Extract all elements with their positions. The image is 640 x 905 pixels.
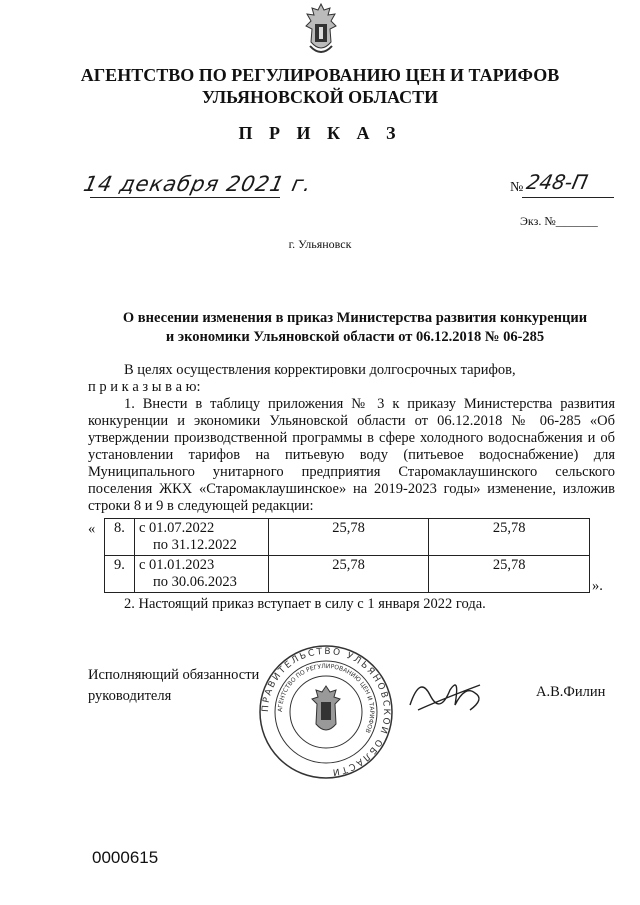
period-to: по 30.06.2023 (152, 574, 237, 590)
subject-line2: и экономики Ульяновской области от 06.12.2018 № 06-285 (165, 329, 545, 345)
position-line1: Исполняющий обязанности (88, 667, 260, 683)
paragraph-preamble: В целях осуществления корректировки долгосрочных тарифов, (124, 362, 516, 378)
signatory-name: А.В.Филин (536, 684, 606, 700)
number-underline (522, 197, 614, 198)
period-to: по 31.12.2022 (152, 537, 237, 553)
agency-name-line2: УЛЬЯНОВСКОЙ ОБЛАСТИ (201, 87, 439, 107)
handwritten-signature (400, 665, 490, 725)
svg-text:ПРАВИТЕЛЬСТВО УЛЬЯНОВСКОЙ ОБЛА: ПРАВИТЕЛЬСТВО УЛЬЯНОВСКОЙ ОБЛАСТИ (260, 646, 392, 777)
period-from: с 01.07.2022 (138, 520, 215, 536)
paragraph-clause-1: 1. Внести в таблицу приложения № 3 к приказу Министерства развития конкуренции и экономики Ульяновской области от 06.12.2018 № 06-285 «Об утверждении производственной программы в сфере холодного водоснабжения и об установлении тарифов на питьевую воду (питьевое водоснабжение) для Муниципального унитарного предприятия Старомаклаушинского сельского поселения ЖКХ «Старомаклаушинское» на 2019-2023 годы» изменение, изложив строки 8 и 9 в следующей редакции: (88, 396, 615, 514)
tariff-table (104, 518, 590, 593)
period-cell (134, 519, 268, 556)
paragraph-order-word: п р и к а з ы в а ю: (88, 379, 201, 395)
tariff-value-vat: 25,78 (429, 556, 590, 593)
signatory-position (88, 665, 259, 707)
date-underline (90, 197, 280, 198)
quote-close: ». (592, 578, 603, 594)
agency-name (0, 64, 640, 108)
table-row (105, 519, 590, 556)
period-cell (134, 556, 268, 593)
order-body-clause-2 (88, 596, 615, 613)
official-stamp-seal (256, 642, 396, 782)
order-subject (100, 309, 610, 347)
quote-open: « (88, 521, 96, 537)
position-line2: руководителя (88, 688, 172, 704)
svg-text:АГЕНТСТВО ПО РЕГУЛИРОВАНИЮ ЦЕН: АГЕНТСТВО ПО РЕГУЛИРОВАНИЮ ЦЕН И ТАРИФОВ (276, 662, 376, 734)
tariff-value-vat: 25,78 (429, 519, 590, 556)
form-serial-number: 0000615 (92, 848, 159, 867)
agency-name-line1: АГЕНТСТВО ПО РЕГУЛИРОВАНИЮ ЦЕН И ТАРИФОВ (80, 65, 560, 85)
coat-of-arms-emblem (300, 2, 342, 60)
paragraph-clause-2: 2. Настоящий приказ вступает в силу с 1 января 2022 года. (124, 596, 486, 612)
number-label: № (510, 180, 524, 195)
document-type: П Р И К А З (238, 123, 402, 143)
city: г. Ульяновск (288, 237, 352, 251)
row-number: 8. (105, 519, 135, 556)
row-number: 9. (105, 556, 135, 593)
period-from: с 01.01.2023 (138, 557, 215, 573)
handwritten-date: 14 декабря 2021 г. (81, 172, 315, 196)
table-row (105, 556, 590, 593)
copy-number: Экз. №_______ (520, 214, 598, 228)
handwritten-number: 248-П (524, 170, 590, 194)
tariff-value: 25,78 (268, 519, 429, 556)
order-body (88, 362, 615, 515)
tariff-value: 25,78 (268, 556, 429, 593)
subject-line1: О внесении изменения в приказ Министерства развития конкуренции (122, 310, 588, 326)
